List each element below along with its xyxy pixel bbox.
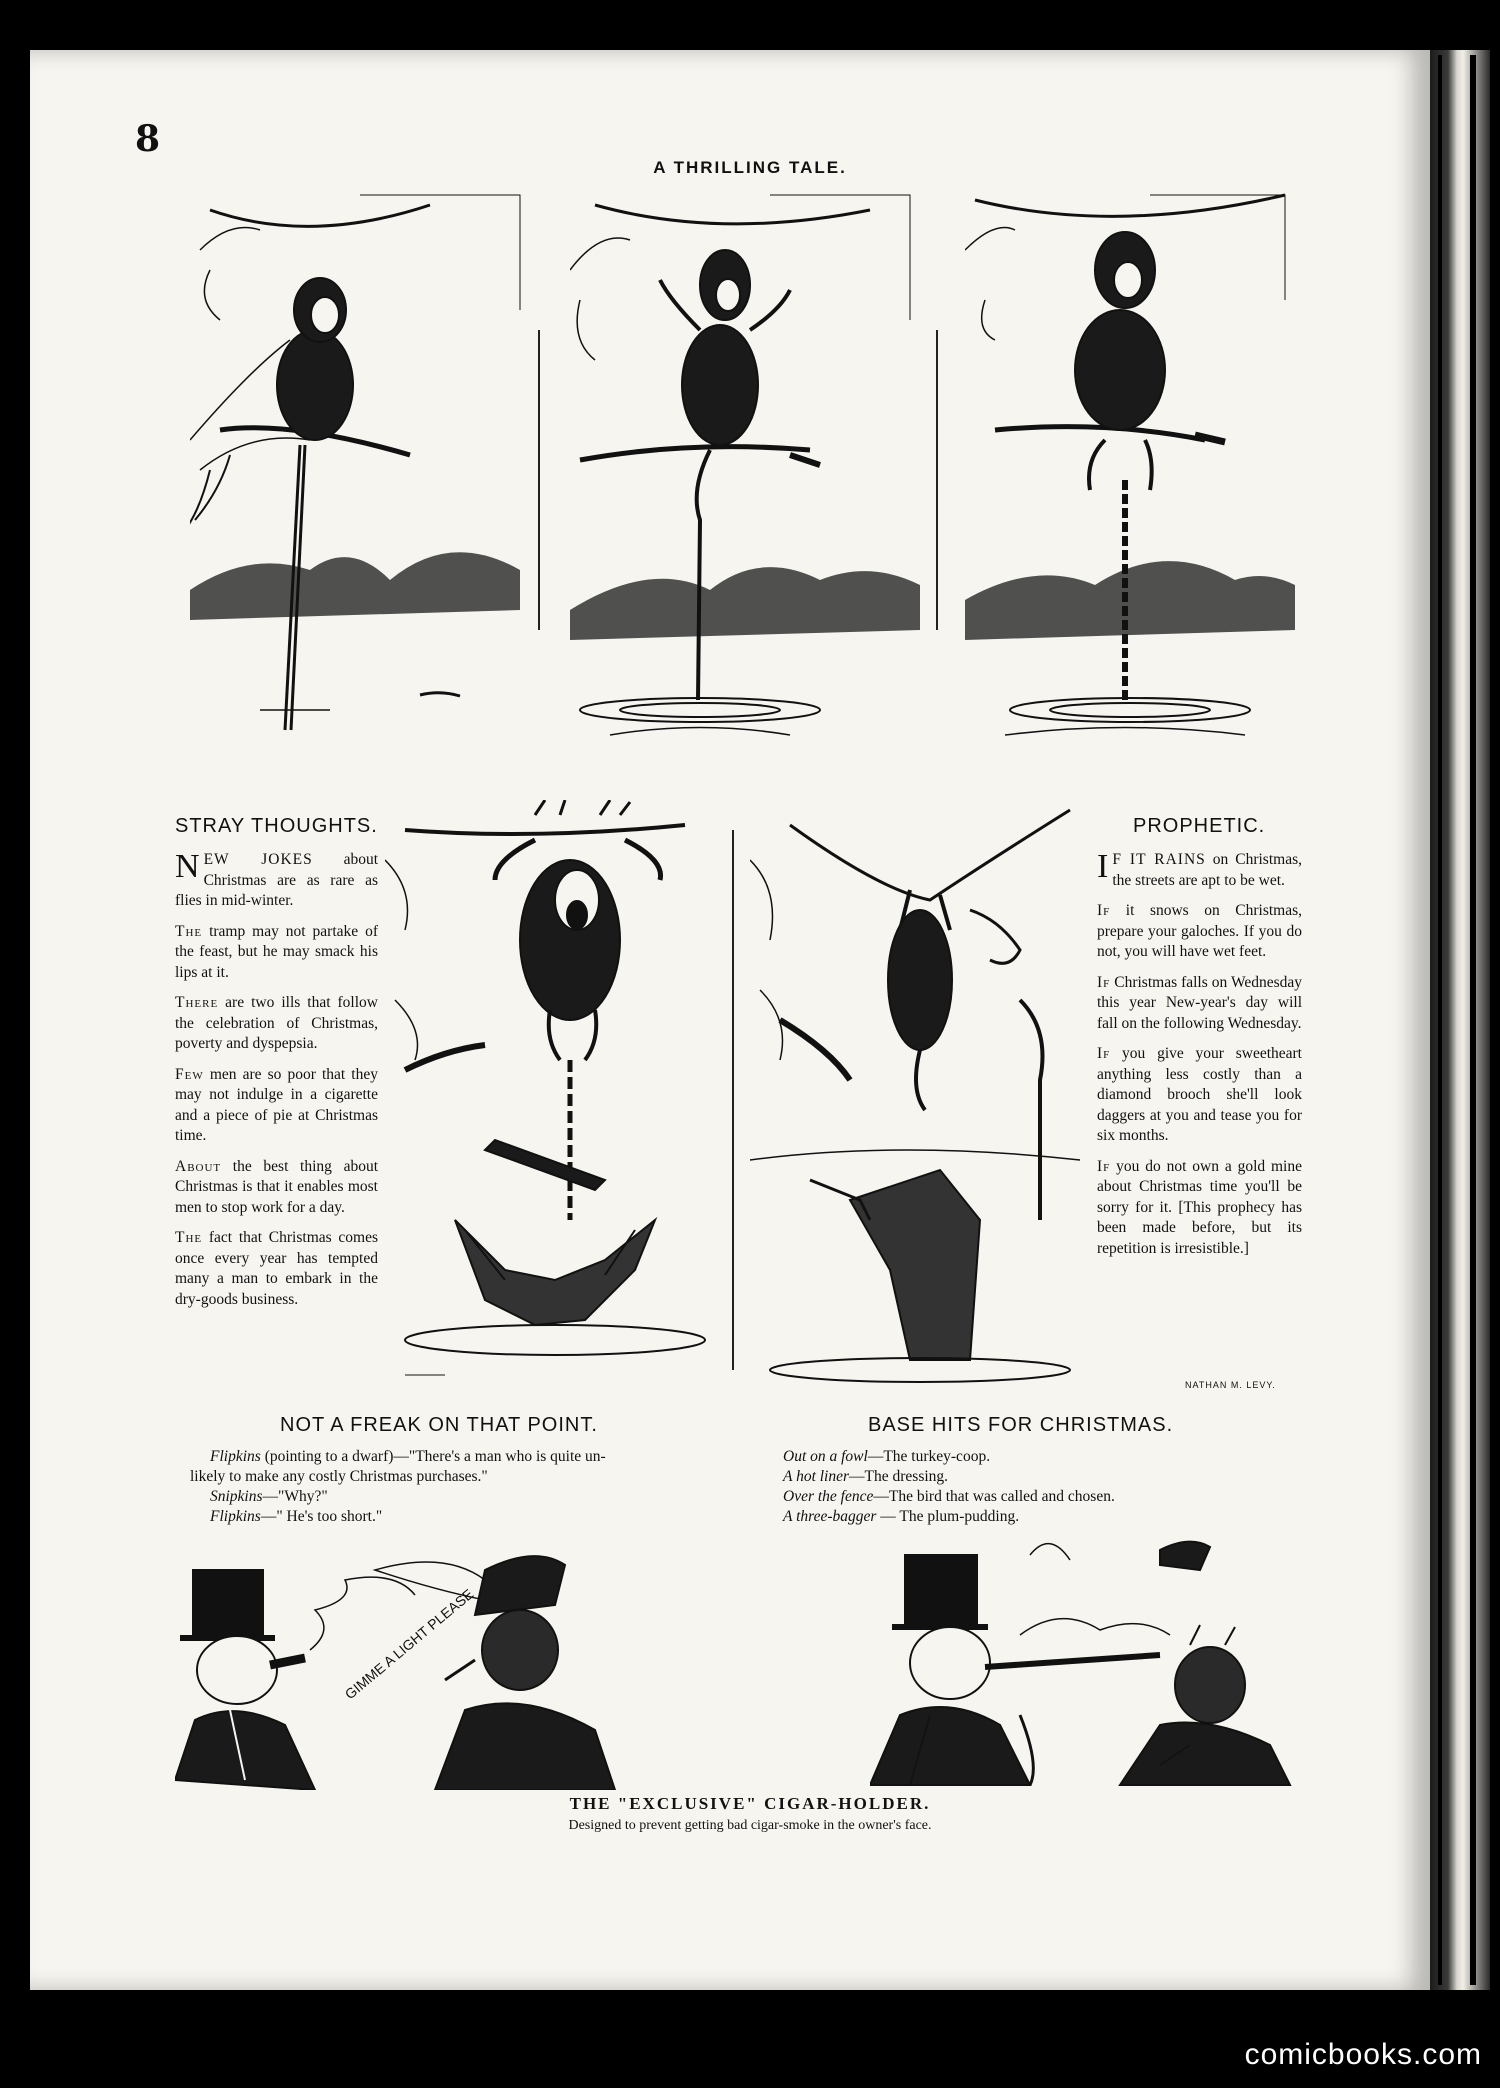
list-item: A three-bagger — The plum-pudding.	[783, 1508, 1020, 1525]
drop-cap: N	[175, 848, 200, 885]
paragraph: If it snows on Christmas, prepare your galoches. If you do not, you will have wet feet.	[1097, 902, 1302, 960]
dialogue-line: Flipkins—" He's too short."	[210, 1508, 383, 1525]
cartoon-caption	[0, 1794, 1500, 1834]
dialogue-line: likely to make any costly Christmas purchases."	[190, 1468, 488, 1485]
strip-title: A THRILLING TALE.	[653, 158, 847, 177]
watermark: comicbooks.com	[1244, 2038, 1482, 2071]
cartoon-right	[870, 1535, 1300, 1790]
comic-panel-3	[965, 190, 1300, 745]
stray-thoughts-column	[175, 850, 378, 1320]
caption-title: THE "EXCLUSIVE" CIGAR-HOLDER.	[569, 1794, 931, 1813]
paragraph: If you give your sweetheart anything less costly than a diamond brooch she'll look daggers at you and tease you for six months.	[1097, 1045, 1302, 1144]
author-signature: NATHAN M. LEVY.	[1185, 1380, 1276, 1390]
list-item: Over the fence—The bird that was called and chosen.	[783, 1488, 1115, 1505]
paragraph: There are two ills that follow the celebration of Christmas, poverty and dyspepsia.	[175, 994, 378, 1052]
caption-subtitle: Designed to prevent getting bad cigar-smoke in the owner's face.	[568, 1818, 932, 1833]
paragraph: I F IT RAINS on Christmas, the streets are apt to be wet.	[1097, 848, 1302, 889]
dialogue-line: Flipkins (pointing to a dwarf)—"There's a man who is quite un-	[210, 1448, 606, 1465]
comic-panel-2	[570, 190, 930, 745]
spine-edge	[1470, 55, 1476, 1985]
prophetic-title: PROPHETIC.	[1133, 815, 1266, 837]
spine-edge	[1438, 55, 1442, 1985]
panel-divider	[538, 330, 540, 630]
base-hits-list	[783, 1447, 1253, 1527]
paragraph: Few men are so poor that they may not indulge in a cigarette and a piece of pie at Christmas time.	[175, 1065, 378, 1144]
cartoon-left	[175, 1540, 705, 1790]
paragraph: About the best thing about Christmas is that it enables most men to stop work for a day.	[175, 1157, 378, 1216]
drop-cap: I	[1097, 848, 1109, 885]
dialogue-line: Snipkins—"Why?"	[210, 1488, 328, 1505]
comic-panel-5	[750, 800, 1080, 1385]
paragraph: If you do not own a gold mine about Christmas time you'll be sorry for it. [This prophecy has been made before, but its repetition is irresistible.]	[1097, 1157, 1302, 1257]
paragraph: The fact that Christmas comes once every year has tempted many a man to embark in the dry-goods business.	[175, 1229, 378, 1308]
paragraph: If Christmas falls on Wednesday this year New-year's day will fall on the following Wednesday.	[1097, 973, 1302, 1032]
paragraph: The tramp may not partake of the feast, but he may smack his lips at it.	[175, 922, 378, 981]
list-item: Out on a fowl—The turkey-coop.	[783, 1448, 991, 1465]
list-item: A hot liner—The dressing.	[783, 1468, 949, 1485]
prophetic-column	[1097, 850, 1302, 1269]
comic-panel-4	[385, 800, 725, 1385]
page-number: 8	[135, 118, 161, 160]
freak-dialogue	[190, 1447, 730, 1527]
panel-divider	[936, 330, 938, 630]
speech-lettering: GIMME A LIGHT PLEASE	[341, 1585, 477, 1703]
stray-thoughts-title: STRAY THOUGHTS.	[175, 815, 378, 837]
comic-panel-1	[190, 190, 530, 745]
panel-divider	[732, 830, 734, 1370]
base-hits-title: BASE HITS FOR CHRISTMAS.	[868, 1414, 1174, 1436]
paragraph: NEW JOKES about Christmas are as rare as flies in mid-winter.	[175, 848, 379, 909]
freak-title: NOT A FREAK ON THAT POINT.	[280, 1414, 598, 1436]
